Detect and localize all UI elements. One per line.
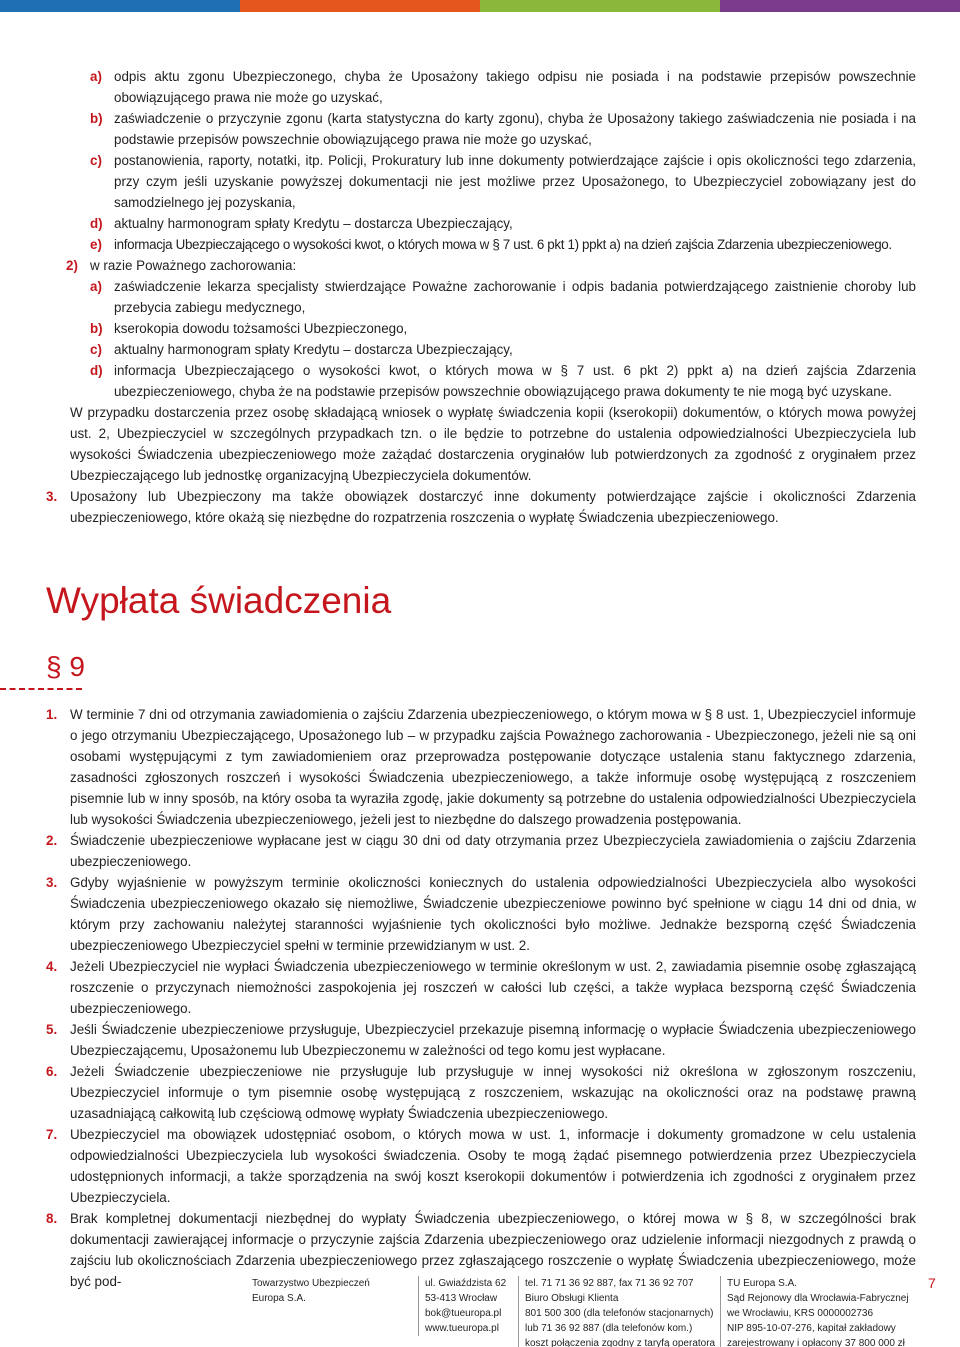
list-item [90,276,916,318]
list-text: Świadczenie ubezpieczeniowe wypłacane jest w ciągu 30 dni od daty otrzymania przez Ubezpieczyciela zawiadomienia o zajściu Zdarzenia ubezpieczeniowego. [70,833,916,869]
list-label: 6. [46,1064,58,1079]
list-label: d) [90,216,103,231]
list-item [90,213,916,234]
section-9-body [46,704,916,1292]
list-label: a) [90,279,102,294]
footer-line: TU Europa S.A. [727,1278,798,1289]
list-text: zaświadczenie o przyczynie zgonu (karta statystyczna do karty zgonu), chyba że Uposażony takiego zaświadczenia nie posiada i na podstawie przepisów powszechnie obowiązującego prawa nie może go uzyskać, [114,111,916,147]
list-label: c) [90,342,102,357]
top-bar-orange [240,0,480,12]
list-label: 8. [46,1211,58,1226]
list-item [90,66,916,108]
footer-company [252,1276,370,1306]
list-label: 3. [46,875,58,890]
list-label: c) [90,153,102,168]
footer-line: NIP 895-10-07-276, kapitał zakładowy [727,1323,896,1334]
list-item [46,1061,916,1124]
list-text: Jeżeli Świadczenie ubezpieczeniowe nie przysługuje lub przysługuje w innej wysokości niż określona w zgłoszonym roszczeniu, Ubezpieczyciel informuje o tym pisemnie osobę występującą z roszczeniem, wskazując na okoliczności oraz na podstawę prawną uzasadniającą całkowitą lub częściową odmowę wypłaty Świadczenia ubezpieczeniowego. [70,1064,916,1121]
paragraph-sign: § 9 [46,651,85,682]
list-label: 4. [46,959,58,974]
section-title: Wypłata świadczenia [46,580,392,621]
footer-line: koszt połączenia zgodny z taryfą operatora [525,1338,716,1347]
footer-contact [518,1276,715,1347]
list-label: 7. [46,1127,58,1142]
list-item [46,830,916,872]
footer-line: 53-413 Wrocław [425,1293,498,1304]
list-text: postanowienia, raporty, notatki, itp. Policji, Prokuratury lub inne dokumenty potwierdzające zajście i opis okoliczności tego zdarzenia, przy czym jeśli uzyskanie powyższej dokumentacji nie jest możliwe przez Uposażonego, to Ubezpieczyciel zobowiązany jest do samodzielnego jej pozyskania, [114,153,916,210]
list-text: zaświadczenie lekarza specjalisty stwierdzające Poważne zachorowanie i odpis badania potwierdzającego zaistnienie choroby lub przebycia zabiegu medycznego, [114,279,916,315]
list-label: 5. [46,1022,58,1037]
list-label: 3. [46,489,58,504]
top-bar-purple [720,0,960,12]
top-color-bar [0,0,960,12]
dashed-divider [0,688,82,690]
list-label: d) [90,363,103,378]
list-text: informacja Ubezpieczającego o wysokości kwot, o których mowa w § 7 ust. 6 pkt 1) ppkt a) na dzień zajścia Zdarzenia ubezpieczeniowego. [114,237,892,252]
list-text: aktualny harmonogram spłaty Kredytu – dostarcza Ubezpieczający, [114,216,513,231]
list-label: 1. [46,707,58,722]
list-item [90,108,916,150]
list-label: 2. [46,833,58,848]
footer-line: zarejestrowany i opłacony 37 800 000 zł [727,1338,905,1347]
list-item [90,360,916,402]
paragraph-copies: W przypadku dostarczenia przez osobę składającą wniosek o wypłatę świadczenia kopii (kserokopii) dokumentów, o których mowa powyżej ust. 2, Ubezpieczyciel w szczególnych przypadkach tzn. o ile będzie to potrzebne do ustalenia odpowiedzialności Ubezpieczyciela lub wysokości Świadczenia ubezpieczeniowego może zażądać dostarczenia oryginałów lub potwierdzonych za zgodność z oryginałem przez Ubezpieczającego lub jednostkę organizacyjną Ubezpieczyciela dokumentów. [70,405,916,483]
list-text: informacja Ubezpieczającego o wysokości kwot, o których mowa w § 7 ust. 6 pkt 2) ppkt a) na dzień zajścia Zdarzenia ubezpieczeniowego, chyba że na podstawie przepisów powszechnie obowiązującego prawa dokumenty te nie mogą być uzyskane. [114,363,916,399]
footer-line: Europa S.A. [252,1293,306,1304]
list-item [66,255,916,276]
list-label: a) [90,69,102,84]
footer-registry [720,1276,909,1347]
list-text: kserokopia dowodu tożsamości Ubezpieczonego, [114,321,408,336]
list-item [46,704,916,830]
list-text: Gdyby wyjaśnienie w powyższym terminie okoliczności koniecznych do ustalenia odpowiedzialności Ubezpieczyciela albo wysokości Świadczenia ubezpieczeniowego okazało się niemożliwe, Świadczenie ubezpieczeniowe powinno być spełnione w ciągu 14 dni od dnia, w którym przy zachowaniu należytej staranności wyjaśnienie tych okoliczności było możliwe. Jednakże bezsporną część Świadczenia ubezpieczeniowego Ubezpieczyciel spełni w terminie przewidzianym w ust. 2. [70,875,916,953]
footer-line: we Wrocławiu, KRS 0000002736 [727,1308,874,1319]
document-body-top [46,66,916,528]
list-label: b) [90,111,103,126]
footer-line: Sąd Rejonowy dla Wrocławia-Fabrycznej [727,1293,909,1304]
list-item [90,318,916,339]
top-bar-green [480,0,720,12]
footer-email-link[interactable]: bok@tueuropa.pl [425,1308,502,1319]
list-label: b) [90,321,103,336]
footer-line: Biuro Obsługi Klienta [525,1293,619,1304]
list-item [46,1124,916,1208]
list-text: Jeśli Świadczenie ubezpieczeniowe przysługuje, Ubezpieczyciel przekazuje pisemną informację o wypłacie Świadczenia ubezpieczeniowego Ubezpieczającemu, Uposażonemu lub Ubezpieczonemu w zależności od tego komu jest wypłacane. [70,1022,916,1058]
page-number: 7 [928,1275,936,1291]
footer-website-link[interactable]: www.tueuropa.pl [425,1323,499,1334]
list-text: w razie Poważnego zachorowania: [90,258,297,273]
footer-line: Towarzystwo Ubezpieczeń [252,1278,370,1289]
list-item [46,1019,916,1061]
list-text: Jeżeli Ubezpieczyciel nie wypłaci Świadczenia ubezpieczeniowego w terminie określonym w ust. 2, zawiadamia pisemnie osobę zgłaszającą roszczenie o przyczynach niemożności zaspokojenia jej roszczeń w całości lub części, a także wypłaca bezsporną część Świadczenia ubezpieczeniowego. [70,959,916,1016]
list-item [46,872,916,956]
list-item [46,486,916,528]
list-text: W terminie 7 dni od otrzymania zawiadomienia o zajściu Zdarzenia ubezpieczeniowego, o którym mowa w § 8 ust. 1, Ubezpieczyciel informuje o jego otrzymaniu Ubezpieczającego, Uposażonego lub – w przypadku zajścia Poważnego zachorowania - Ubezpieczonego, jeżeli nie są oni osobami występującymi z tym zawiadomieniem oraz przeprowadza postępowanie dotyczące ustalenia stanu faktycznego zdarzenia, zasadności zgłoszonych roszczeń i wysokości Świadczenia ubezpieczeniowego, a także informuje osobę występującą z roszczeniem pisemnie lub w inny sposób, na który osoba ta wyraziła zgodę, jakie dokumenty są potrzebne do ustalenia odpowiedzialności Ubezpieczyciela lub wysokości Świadczenia ubezpieczeniowego, jeżeli jest to niezbędne do dalszego prowadzenia postępowania. [70,707,916,827]
footer-line: tel. 71 71 36 92 887, fax 71 36 92 707 [525,1278,694,1289]
list-text: aktualny harmonogram spłaty Kredytu – dostarcza Ubezpieczający, [114,342,513,357]
footer-line: 801 500 300 (dla telefonów stacjonarnych) [525,1308,714,1319]
footer-line: lub 71 36 92 887 (dla telefonów kom.) [525,1323,693,1334]
list-text: Ubezpieczyciel ma obowiązek udostępniać osobom, o których mowa w ust. 1, informacje i dokumenty gromadzone w celu ustalenia odpowiedzialności Ubezpieczyciela lub wysokości świadczenia. Osoby te mogą żądać pisemnego potwierdzenia przez Ubezpieczyciela udostępnionych informacji, a także sporządzenia na swój koszt kserokopii dokumentów i potwierdzenia ich zgodności z oryginałem przez Ubezpieczyciela. [70,1127,916,1205]
list-label: e) [90,237,102,252]
top-bar-blue [0,0,240,12]
list-text: Brak kompletnej dokumentacji niezbędnej do wypłaty Świadczenia ubezpieczeniowego, o której mowa w § 8, w szczególności brak dokumentacji zawierającej informacje o przyczynie zajścia Zdarzenia ubezpieczeniowego oraz udzielenie informacji niezgodnych z prawdą o zajściu lub okolicznościach Zdarzenia ubezpieczeniowego przez zgłaszającego roszczenie o wypłatę Świadczenia ubezpieczeniowego, może być pod- [70,1211,916,1289]
footer-address [418,1276,506,1336]
list-text: odpis aktu zgonu Ubezpieczonego, chyba że Uposażony takiego odpisu nie posiada i na podstawie przepisów powszechnie obowiązującego prawa nie może go uzyskać, [114,69,916,105]
list-item [90,339,916,360]
list-text: Uposażony lub Ubezpieczony ma także obowiązek dostarczyć inne dokumenty potwierdzające zajście i okoliczności Zdarzenia ubezpieczeniowego, które okażą się niezbędne do rozpatrzenia roszczenia o wypłatę Świadczenia ubezpieczeniowego. [70,489,916,525]
footer-line: ul. Gwiaździsta 62 [425,1278,507,1289]
list-label: 2) [66,258,78,273]
list-item [46,956,916,1019]
list-item [90,234,916,255]
list-item [90,150,916,213]
